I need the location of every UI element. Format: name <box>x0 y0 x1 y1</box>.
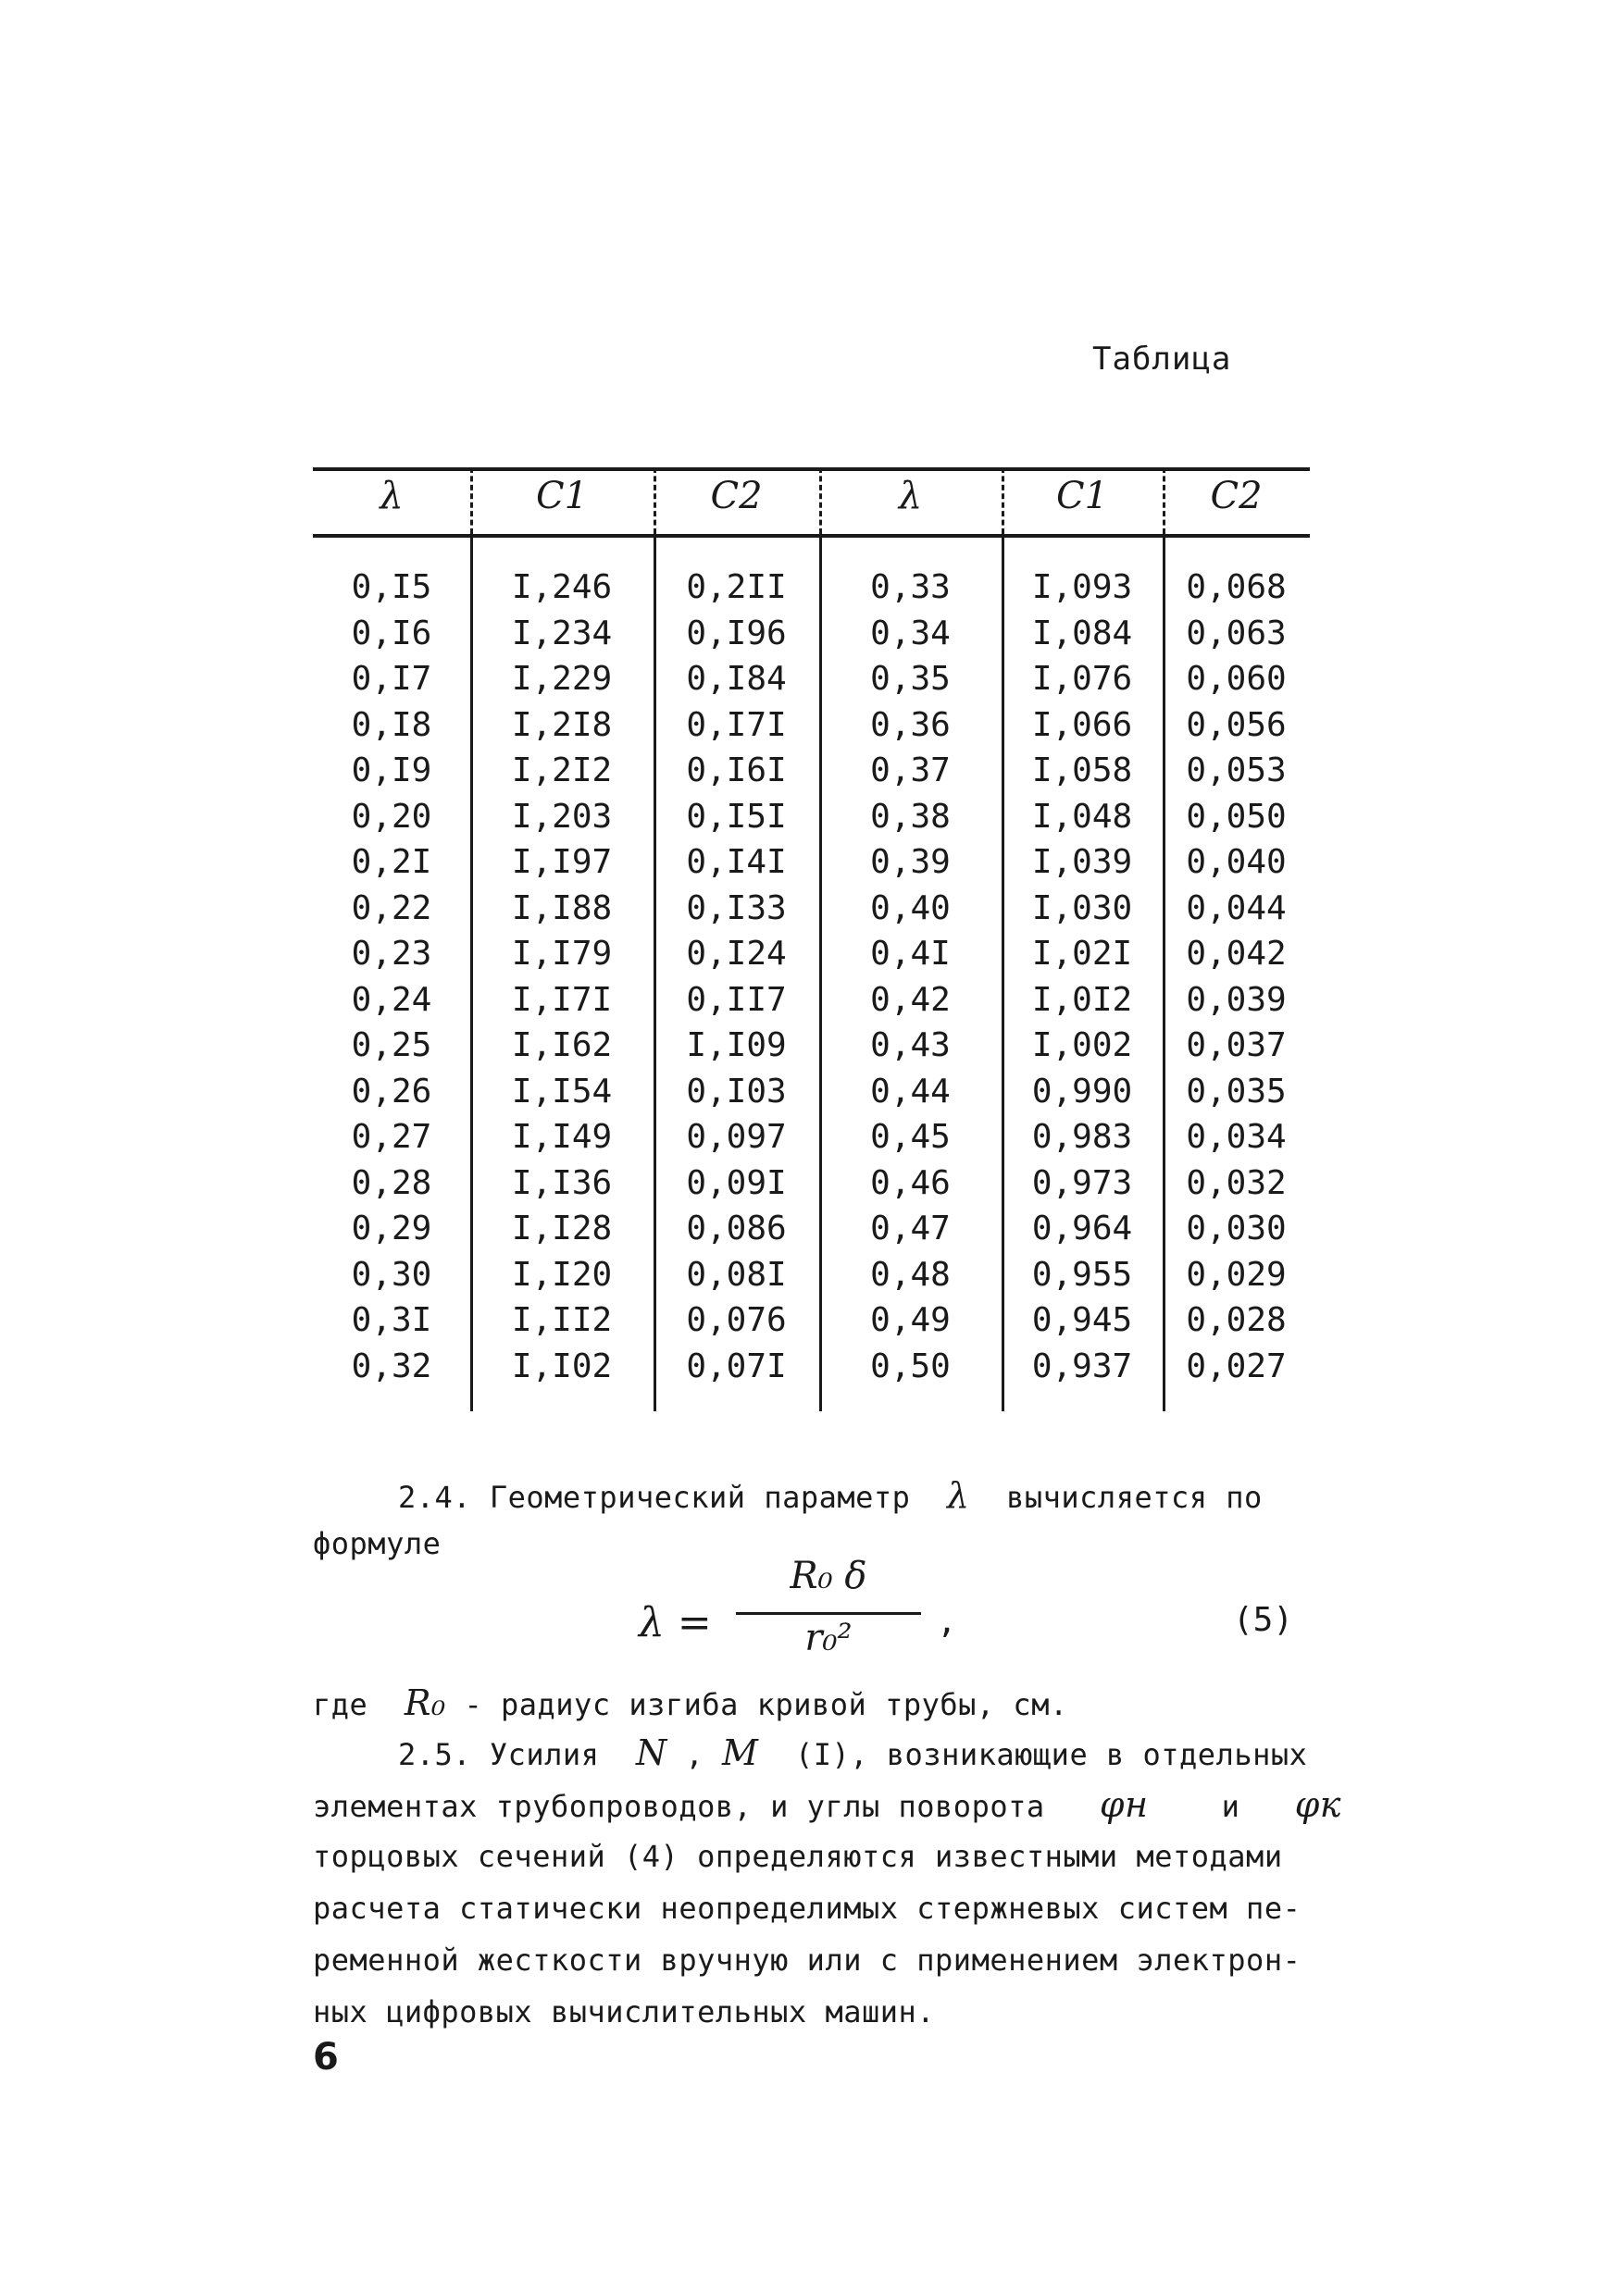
table-cell: 0,039 <box>1186 980 1287 1019</box>
table-cell: 0,I24 <box>686 935 787 973</box>
and-word: и <box>1221 1789 1240 1824</box>
table-cell: I,I54 <box>511 1072 613 1111</box>
table-cell: I,2I8 <box>511 705 613 744</box>
table-cell: 0,029 <box>1186 1255 1287 1294</box>
table-cell: I,I20 <box>511 1255 613 1294</box>
table-cell: 0,I33 <box>686 888 787 927</box>
section-2-4-text: 2.4. Геометрический параметр <box>398 1480 911 1515</box>
section-2-4-text: вычисляется по <box>1006 1480 1263 1515</box>
header-c1: C1 <box>1055 475 1109 517</box>
table-cell: I,066 <box>1031 705 1133 744</box>
table-cell: 0,26 <box>351 1072 432 1111</box>
section-2-5-text: элементах трубопроводов, и углы поворота <box>313 1789 1045 1824</box>
table-cell: I,229 <box>511 660 613 698</box>
phi-k-symbol: φк <box>1294 1784 1341 1825</box>
table-cell: 0,032 <box>1186 1163 1287 1202</box>
table-cell: 0,063 <box>1186 614 1287 652</box>
table-cell: 0,028 <box>1186 1301 1287 1339</box>
table-cell: 0,39 <box>870 843 951 881</box>
table-cell: 0,32 <box>351 1347 432 1385</box>
table-column <box>313 565 470 1389</box>
fraction-bar <box>736 1612 921 1615</box>
table-cell: 0,48 <box>870 1255 951 1294</box>
table-cell: I,084 <box>1031 614 1133 652</box>
table-cell: 0,25 <box>351 1026 432 1064</box>
table-cell: 0,I7I <box>686 705 787 744</box>
table-cell: 0,47 <box>870 1210 951 1247</box>
table-cell: 0,035 <box>1186 1072 1287 1111</box>
table-cell: 0,22 <box>351 888 432 927</box>
table-cell: 0,30 <box>351 1255 432 1294</box>
section-2-5-line-2 <box>313 1779 1341 1832</box>
equation-number: (5) <box>1233 1601 1294 1639</box>
table-cell: I,I88 <box>511 888 613 927</box>
r0-symbol: R₀ <box>404 1682 446 1723</box>
section-2-5-line-3: торцовых сечений (4) определяются известными методами <box>313 1839 1283 1874</box>
table-cell: 0,937 <box>1031 1347 1133 1385</box>
table-cell: I,030 <box>1031 888 1133 927</box>
header-c2: C2 <box>710 475 763 517</box>
table-cell: 0,27 <box>351 1118 432 1156</box>
m-symbol: M <box>722 1732 759 1773</box>
section-2-5-line-1 <box>398 1727 1307 1781</box>
table-cell: 0,973 <box>1031 1163 1133 1202</box>
n-symbol: N <box>635 1732 667 1773</box>
table-cell: I,I97 <box>511 843 613 881</box>
table-cell: I,02I <box>1031 935 1133 973</box>
formula-lhs: λ = <box>639 1599 712 1646</box>
table-caption: Таблица <box>1092 341 1232 378</box>
table-cell: I,I49 <box>511 1118 613 1156</box>
table-cell: 0,07I <box>686 1347 787 1385</box>
table-cell: 0,4I <box>870 935 951 973</box>
where-text: - радиус изгиба кривой трубы, см. <box>464 1687 1068 1722</box>
table-cell: I,076 <box>1031 660 1133 698</box>
table-cell: 0,053 <box>1186 751 1287 789</box>
table-cell: 0,027 <box>1186 1347 1287 1385</box>
table-cell: I,246 <box>511 568 613 606</box>
section-2-5-line-4: расчета статически неопределимых стержневых систем пе- <box>313 1891 1301 1926</box>
table-cell: I,2I2 <box>511 751 613 789</box>
table-cell: 0,040 <box>1186 843 1287 881</box>
table-header-rule <box>313 534 1310 538</box>
section-2-5-line-6: ных цифровых вычислительных машин. <box>313 1994 936 2029</box>
table-cell: 0,33 <box>870 568 951 606</box>
table-cell: 0,056 <box>1186 705 1287 744</box>
table-cell: I,I09 <box>686 1026 787 1064</box>
table-cell: 0,II7 <box>686 980 787 1019</box>
table-column <box>1163 565 1310 1389</box>
table-cell: 0,46 <box>870 1163 951 1202</box>
table-cell: 0,I6 <box>351 614 432 652</box>
table-column <box>819 565 1002 1389</box>
section-2-5-text: (I), возникающие в отдельных <box>794 1737 1308 1772</box>
section-2-4-line-2: формуле <box>313 1526 442 1561</box>
table-cell: 0,I5I <box>686 797 787 836</box>
table-cell: I,203 <box>511 797 613 836</box>
header-lambda: λ <box>380 475 404 517</box>
table-cell: 0,030 <box>1186 1210 1287 1247</box>
where-line <box>313 1677 1068 1731</box>
table-cell: I,0I2 <box>1031 980 1133 1019</box>
table-cell: 0,40 <box>870 888 951 927</box>
page-number: 6 <box>313 2036 339 2079</box>
table-cell: 0,20 <box>351 797 432 836</box>
table-cell: 0,49 <box>870 1301 951 1339</box>
table-cell: I,I02 <box>511 1347 613 1385</box>
section-2-5-text: 2.5. Усилия <box>398 1737 600 1772</box>
table-cell: 0,I84 <box>686 660 787 698</box>
table-cell: 0,2II <box>686 568 787 606</box>
table-cell: I,I79 <box>511 935 613 973</box>
table-cell: 0,44 <box>870 1072 951 1111</box>
table-cell: I,234 <box>511 614 613 652</box>
table-cell: I,I62 <box>511 1026 613 1064</box>
table-cell: 0,037 <box>1186 1026 1287 1064</box>
table-cell: 0,43 <box>870 1026 951 1064</box>
table-cell: 0,050 <box>1186 797 1287 836</box>
table-cell: I,048 <box>1031 797 1133 836</box>
table-cell: I,I36 <box>511 1163 613 1202</box>
table-cell: 0,068 <box>1186 568 1287 606</box>
where-prefix: где <box>313 1687 368 1722</box>
table-cell: 0,I7 <box>351 660 432 698</box>
table-cell: I,093 <box>1031 568 1133 606</box>
table-cell: 0,23 <box>351 935 432 973</box>
coefficient-table <box>313 467 1310 1411</box>
table-cell: 0,37 <box>870 751 951 789</box>
table-cell: 0,29 <box>351 1210 432 1247</box>
table-cell: 0,042 <box>1186 935 1287 973</box>
table-cell: 0,I96 <box>686 614 787 652</box>
table-cell: I,058 <box>1031 751 1133 789</box>
table-cell: 0,983 <box>1031 1118 1133 1156</box>
table-cell: 0,I6I <box>686 751 787 789</box>
table-cell: I,I28 <box>511 1210 613 1247</box>
table-cell: 0,36 <box>870 705 951 744</box>
table-cell: 0,35 <box>870 660 951 698</box>
section-2-4-line-1 <box>398 1470 1263 1523</box>
table-cell: 0,097 <box>686 1118 787 1156</box>
table-cell: 0,I5 <box>351 568 432 606</box>
table-cell: 0,42 <box>870 980 951 1019</box>
phi-n-symbol: φн <box>1099 1784 1149 1825</box>
table-column <box>654 565 819 1389</box>
formula-comma: , <box>937 1603 957 1641</box>
table-cell: 0,09I <box>686 1163 787 1202</box>
table-cell: 0,955 <box>1031 1255 1133 1294</box>
table-cell: 0,I03 <box>686 1072 787 1111</box>
table-cell: 0,45 <box>870 1118 951 1156</box>
table-cell: 0,034 <box>1186 1118 1287 1156</box>
table-cell: 0,044 <box>1186 888 1287 927</box>
table-cell: 0,086 <box>686 1210 787 1247</box>
table-cell: I,039 <box>1031 843 1133 881</box>
formula-numerator: R₀ δ <box>790 1555 867 1597</box>
formula-5 <box>639 1555 1009 1694</box>
table-cell: 0,I9 <box>351 751 432 789</box>
table-cell: 0,28 <box>351 1163 432 1202</box>
table-cell: 0,060 <box>1186 660 1287 698</box>
table-cell: 0,I4I <box>686 843 787 881</box>
formula-fraction <box>736 1555 921 1659</box>
section-2-5-line-5: ременной жесткости вручную или с применением электрон- <box>313 1942 1301 1978</box>
symbol-separator: , <box>685 1737 704 1772</box>
table-cell: 0,38 <box>870 797 951 836</box>
table-column <box>470 565 654 1389</box>
table-cell: I,II2 <box>511 1301 613 1339</box>
table-cell: 0,08I <box>686 1255 787 1294</box>
table-cell: 0,34 <box>870 614 951 652</box>
header-lambda: λ <box>898 475 923 517</box>
formula-denominator: r₀² <box>804 1617 853 1659</box>
header-c2: C2 <box>1210 475 1263 517</box>
table-cell: I,002 <box>1031 1026 1133 1064</box>
table-cell: 0,076 <box>686 1301 787 1339</box>
table-cell: 0,24 <box>351 980 432 1019</box>
table-cell: I,I7I <box>511 980 613 1019</box>
table-cell: 0,3I <box>351 1301 432 1339</box>
table-cell: 0,2I <box>351 843 432 881</box>
table-column <box>1002 565 1163 1389</box>
table-top-rule <box>313 467 1310 471</box>
header-c1: C1 <box>535 475 589 517</box>
table-cell: 0,I8 <box>351 705 432 744</box>
table-cell: 0,945 <box>1031 1301 1133 1339</box>
table-cell: 0,990 <box>1031 1072 1133 1111</box>
table-cell: 0,964 <box>1031 1210 1133 1247</box>
table-cell: 0,50 <box>870 1347 951 1385</box>
lambda-symbol: λ <box>946 1475 970 1516</box>
